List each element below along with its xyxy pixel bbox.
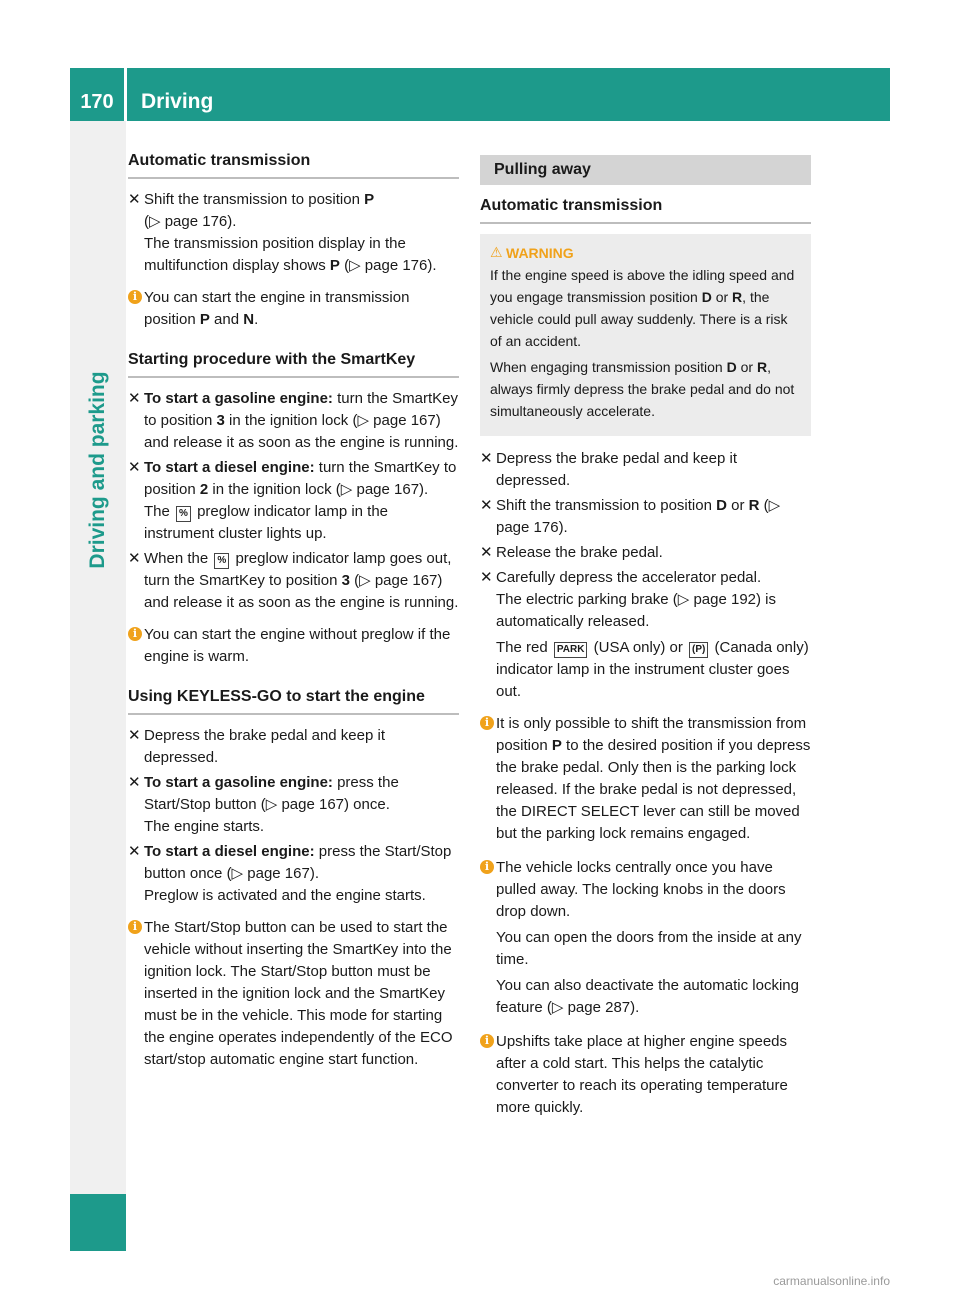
info-icon: i bbox=[480, 860, 494, 874]
info-note: i Upshifts take place at higher engine speeds after a cold start. This helps the catalytic converter to reach its operating temperature more quickly. bbox=[480, 1031, 811, 1119]
list-item: ✕ Shift the transmission to position P (▷ page 176). The transmission position display in the multifunction display shows P (▷ page 176). bbox=[128, 191, 437, 274]
step-marker-icon: ✕ bbox=[128, 774, 141, 791]
step-marker-icon: ✕ bbox=[128, 459, 141, 476]
list-item: ✕ Carefully depress the accelerator pedal. The electric parking brake (▷ page 192) is automatically released. The red PARK (USA only) or (P) (Canada only) indicator lamp in the instrument cluster goes out. bbox=[480, 569, 809, 700]
instruction-list bbox=[128, 725, 459, 907]
step-marker-icon: ✕ bbox=[480, 450, 493, 467]
step-marker-icon: ✕ bbox=[128, 727, 141, 744]
step-marker-icon: ✕ bbox=[480, 569, 493, 586]
section-heading: Automatic transmission bbox=[480, 195, 811, 224]
section-heading: Using KEYLESS-GO to start the engine bbox=[128, 686, 459, 715]
side-tab bbox=[70, 121, 126, 1251]
info-note: i You can start the engine in transmission position P and N. bbox=[128, 287, 459, 331]
instruction-list bbox=[128, 388, 459, 614]
info-icon: i bbox=[128, 920, 142, 934]
list-item: ✕ To start a gasoline engine: press the Start/Stop button (▷ page 167) once. The engine starts. bbox=[128, 774, 399, 835]
left-column bbox=[128, 150, 459, 1083]
side-tab-label: Driving and parking bbox=[86, 371, 109, 569]
right-column bbox=[480, 155, 811, 1131]
info-note: i The Start/Stop button can be used to start the vehicle without inserting the SmartKey into the ignition lock. The Start/Stop button must be inserted in the ignition lock and the SmartKey must be in the vehicle. This mode for starting the engine operates independently of the ECO start/stop automatic engine start function. bbox=[128, 917, 459, 1071]
step-marker-icon: ✕ bbox=[128, 550, 141, 567]
list-item: ✕ To start a diesel engine: press the Start/Stop button once (▷ page 167). Preglow is activated and the engine starts. bbox=[128, 843, 452, 904]
park-brake-usa-icon: PARK bbox=[554, 642, 588, 658]
info-note: i The vehicle locks centrally once you have pulled away. The locking knobs in the doors drop down. You can open the doors from the inside at any time. You can also deactivate the automatic locking feature (▷ page 287). bbox=[480, 857, 811, 1019]
info-icon: i bbox=[480, 716, 494, 730]
footer-watermark: carmanualsonline.info bbox=[773, 1274, 890, 1288]
step-marker-icon: ✕ bbox=[480, 497, 493, 514]
list-item: ✕ Release the brake pedal. bbox=[480, 542, 811, 564]
step-marker-icon: ✕ bbox=[128, 843, 141, 860]
info-icon: i bbox=[128, 627, 142, 641]
page-header bbox=[70, 68, 890, 121]
info-icon: i bbox=[480, 1034, 494, 1048]
preglow-icon: % bbox=[176, 506, 191, 522]
instruction-list bbox=[480, 448, 811, 703]
section-heading: Automatic transmission bbox=[128, 150, 459, 179]
step-marker-icon: ✕ bbox=[128, 191, 141, 208]
list-item: ✕ When the % preglow indicator lamp goes out, turn the SmartKey to position 3 (▷ page 167) and release it as soon as the engine is running. bbox=[128, 550, 459, 611]
list-item: ✕ To start a gasoline engine: turn the SmartKey to position 3 in the ignition lock (▷ page 167) and release it as soon as the engine is running. bbox=[128, 390, 459, 451]
list-item: ✕ Depress the brake pedal and keep it depressed. bbox=[128, 727, 385, 766]
info-note: i It is only possible to shift the transmission from position P to the desired position if you depress the brake pedal. Only then is the parking lock released. If the brake pedal is not depressed, the DIRECT SELECT lever can still be moved but the parking lock remains engaged. bbox=[480, 713, 811, 845]
step-marker-icon: ✕ bbox=[480, 544, 493, 561]
list-item: ✕ Depress the brake pedal and keep it depressed. bbox=[480, 450, 737, 489]
chapter-title: Driving bbox=[141, 90, 214, 113]
list-item: ✕ To start a diesel engine: turn the SmartKey to position 2 in the ignition lock (▷ page 167). The % preglow indicator lamp in the instrument cluster lights up. bbox=[128, 459, 457, 542]
instruction-list bbox=[128, 189, 459, 277]
page-number: 170 bbox=[80, 91, 114, 113]
preglow-icon: % bbox=[214, 553, 229, 569]
park-brake-canada-icon: (P) bbox=[689, 642, 708, 658]
list-item: ✕ Shift the transmission to position D or R (▷ page 176). bbox=[480, 497, 781, 536]
section-heading: Starting procedure with the SmartKey bbox=[128, 349, 459, 378]
warning-icon: ⚠ bbox=[490, 244, 503, 260]
step-marker-icon: ✕ bbox=[128, 390, 141, 407]
info-icon: i bbox=[128, 290, 142, 304]
warning-box: ⚠ WARNING If the engine speed is above the idling speed and you engage transmission position D or R, the vehicle could pull away suddenly. There is a risk of an accident. When engaging transmission position D or R, always firmly depress the brake pedal and do not simultaneously accelerate. bbox=[480, 234, 811, 436]
header-separator bbox=[124, 68, 127, 121]
side-tab-marker bbox=[70, 1194, 126, 1251]
info-note: i You can start the engine without preglow if the engine is warm. bbox=[128, 624, 459, 668]
section-banner: Pulling away bbox=[480, 155, 811, 185]
